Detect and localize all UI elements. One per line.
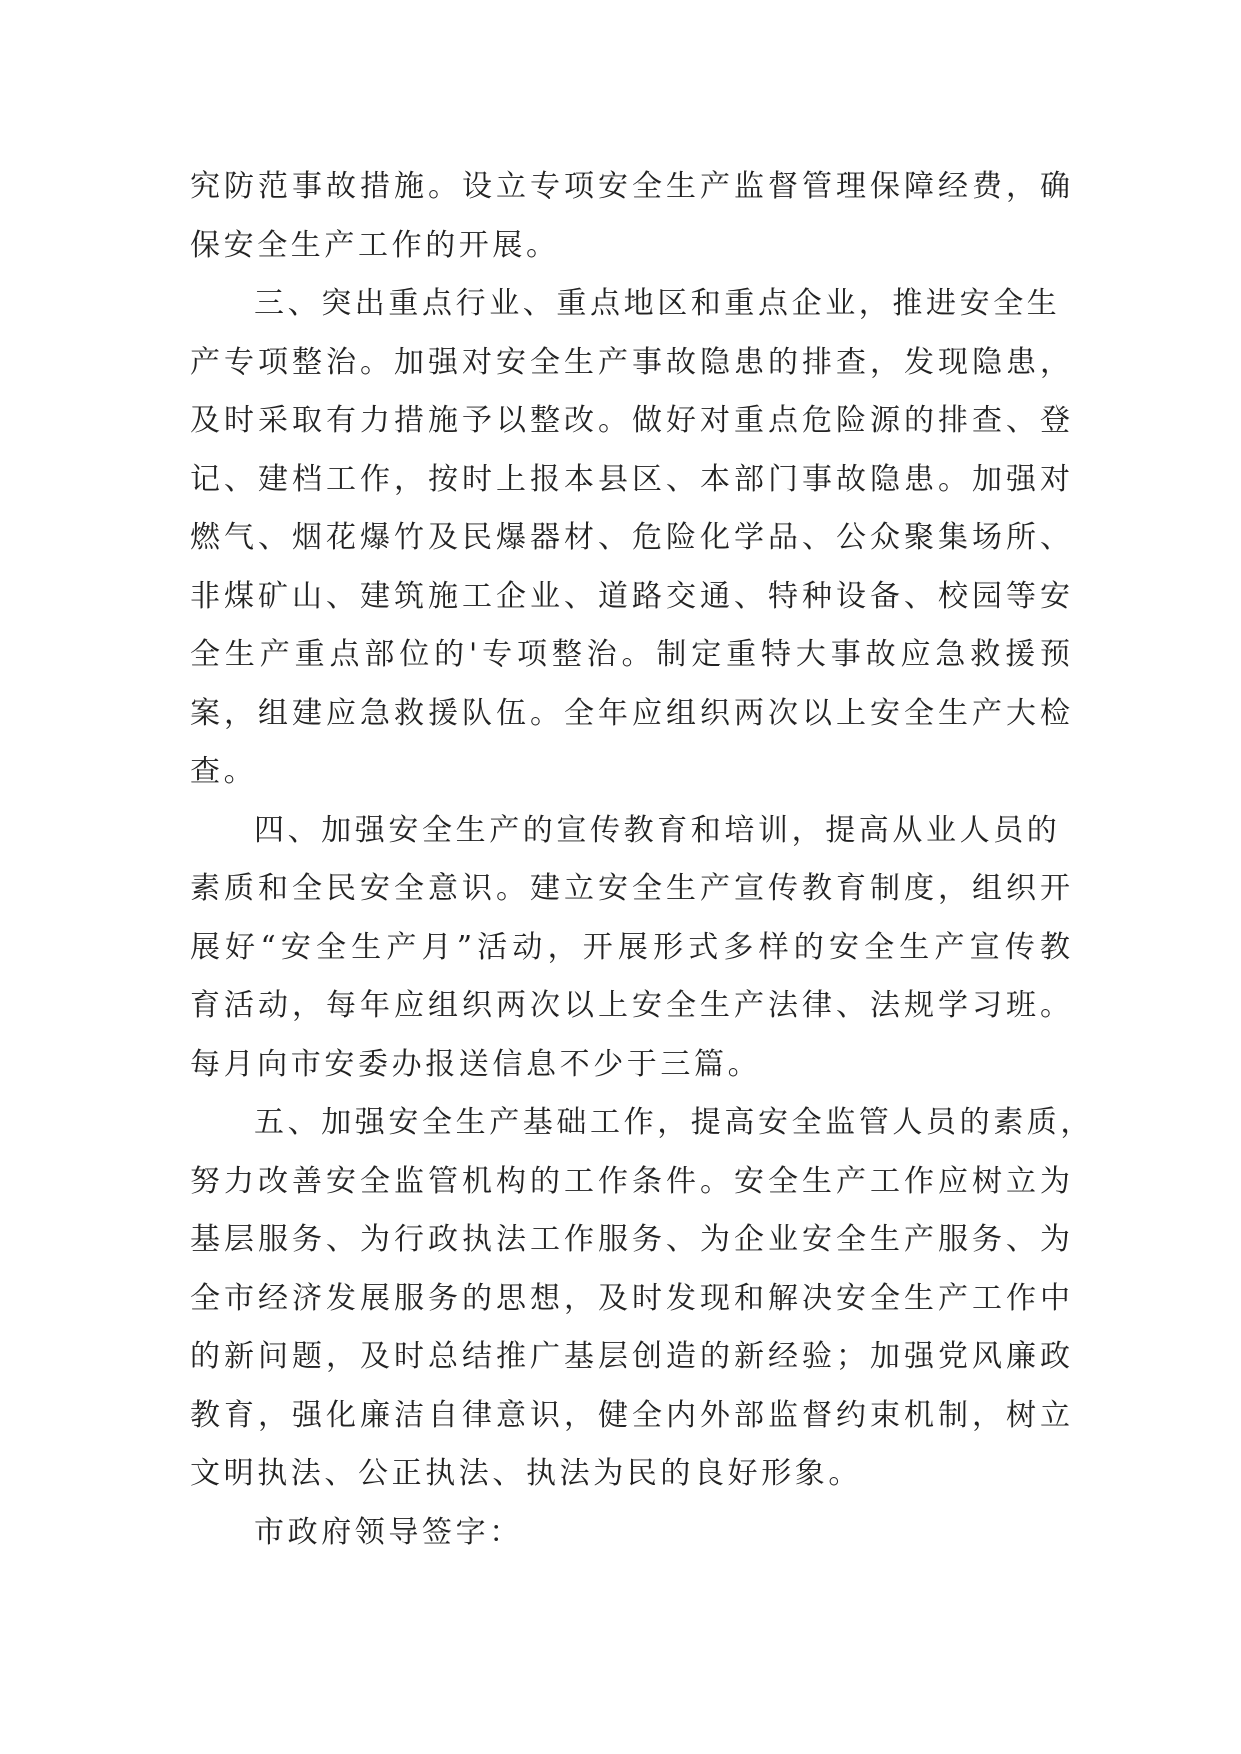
text-line: 全市经济发展服务的思想，及时发现和解决安全生产工作中 xyxy=(190,1280,1070,1316)
text-line: 基层服务、为行政执法工作服务、为企业安全生产服务、为 xyxy=(190,1222,1070,1257)
text-line: 查。 xyxy=(190,754,258,789)
text-line: 每月向市安委办报送信息不少于三篇。 xyxy=(190,1046,762,1082)
section-heading-three: 三、突出重点行业、重点地区和重点企业，推进安全生 xyxy=(254,286,1061,321)
text-line: 保安全生产工作的开展。 xyxy=(190,227,560,263)
text-line: 记、建档工作，按时上报本县区、本部门事故隐患。加强对 xyxy=(190,461,1070,497)
text-line: 育活动，每年应组织两次以上安全生产法律、法规学习班。 xyxy=(190,988,1070,1023)
text-line: 的新问题，及时总结推广基层创造的新经验；加强党风廉政 xyxy=(190,1339,1070,1374)
text-line: 努力改善安全监管机构的工作条件。安全生产工作应树立为 xyxy=(190,1163,1070,1199)
text-line: 素质和全民安全意识。建立安全生产宣传教育制度，组织开 xyxy=(190,871,1070,906)
text-line: 全生产重点部位的'专项整治。制定重特大事故应急救援预 xyxy=(190,637,1070,672)
text-line: 非煤矿山、建筑施工企业、道路交通、特种设备、校园等安 xyxy=(190,578,1070,614)
section-heading-five: 五、加强安全生产基础工作，提高安全监管人员的素质， xyxy=(254,1105,1094,1140)
text-line: 及时采取有力措施予以整改。做好对重点危险源的排查、登 xyxy=(190,403,1070,438)
document-body xyxy=(190,158,1094,1562)
section-heading-four: 四、加强安全生产的宣传教育和培训，提高从业人员的 xyxy=(254,812,1061,848)
text-line: 教育，强化廉洁自律意识，健全内外部监督约束机制，树立 xyxy=(190,1397,1070,1433)
text-line: 产专项整治。加强对安全生产事故隐患的排查，发现隐患， xyxy=(190,344,1070,380)
text-line: 展好“安全生产月”活动，开展形式多样的安全生产宣传教 xyxy=(190,929,1070,965)
text-line: 燃气、烟花爆竹及民爆器材、危险化学品、公众聚集场所、 xyxy=(190,520,1070,555)
text-line: 案，组建应急救援队伍。全年应组织两次以上安全生产大检 xyxy=(190,695,1070,731)
text-line: 文明执法、公正执法、执法为民的良好形象。 xyxy=(190,1456,862,1491)
signature-label: 市政府领导签字： xyxy=(254,1514,523,1550)
text-line: 究防范事故措施。设立专项安全生产监督管理保障经费，确 xyxy=(190,169,1070,204)
